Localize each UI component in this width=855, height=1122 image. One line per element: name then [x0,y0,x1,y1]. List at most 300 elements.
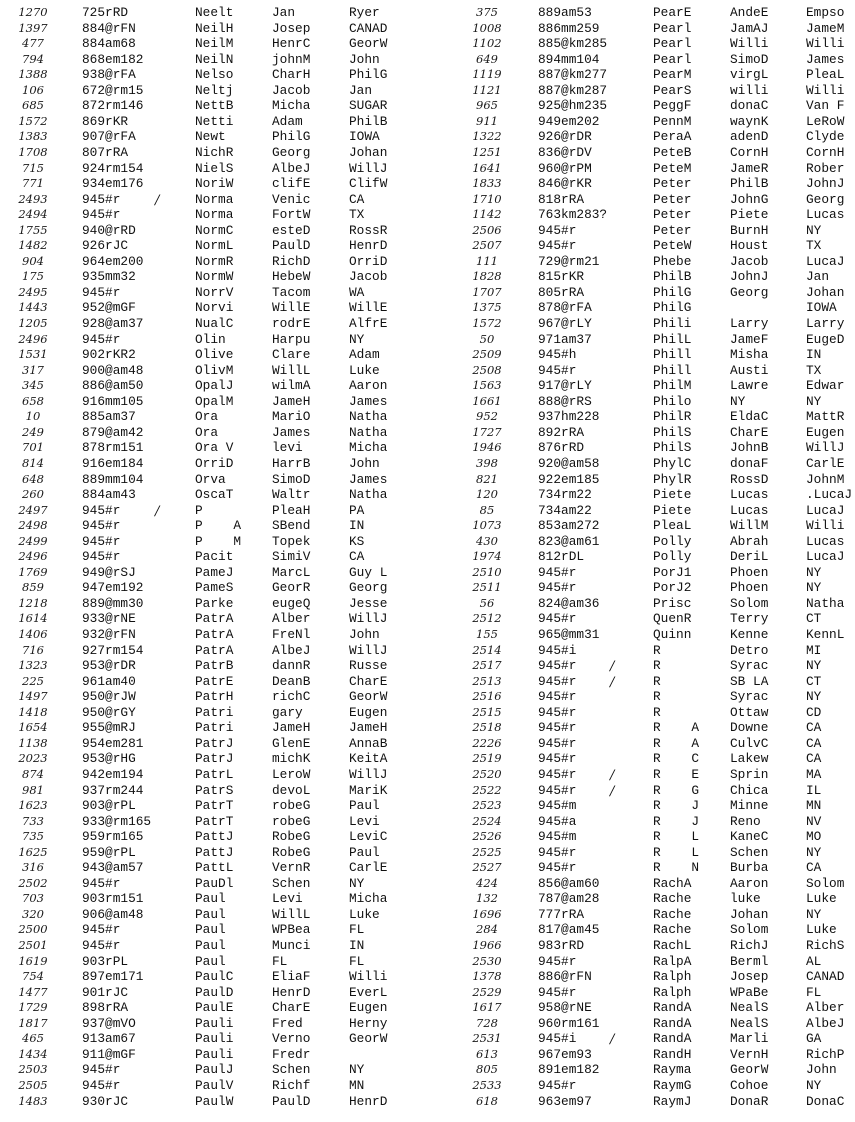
name-field: P [195,502,203,518]
name-field-2: RichD [272,253,311,269]
name-field-2: Richf [272,1077,311,1093]
name-field: Pauli [195,1046,234,1062]
name-field-3: MN [349,1077,365,1093]
handwritten-number: 2515 [472,704,502,719]
name-field-3: Natha [349,487,388,503]
name-field-2: Larry [730,316,769,331]
name-field: PatrT [195,813,234,829]
name-field-2: Verno [272,1031,311,1047]
name-field-3: GA [806,1031,822,1047]
name-field-3: CA [806,860,822,876]
name-field-2: Josep [730,969,769,985]
record-row [0,409,427,424]
record-row [427,269,854,284]
record-row [427,705,854,720]
name-field-2: RossD [730,471,769,487]
name-field-2: Harpu [272,331,311,347]
name-field: Peter [653,191,692,207]
record-row [427,580,854,595]
name-field: Piete [653,487,692,503]
record-row [0,254,427,269]
name-field: PhylC [653,455,692,471]
handwritten-number: 1623 [18,798,48,813]
name-field: R [653,704,661,720]
name-field: R A [653,735,700,751]
handwritten-number: 1617 [472,1000,502,1015]
name-field: OpalJ [195,378,234,394]
handwritten-number: 1696 [472,906,502,921]
name-field-2: FortW [272,207,311,223]
record-row [427,425,854,440]
name-field-2: Piete [730,207,769,223]
name-field: PaulV [195,1077,234,1093]
name-field-2: Lucas [730,487,769,503]
record-code: 928@am37 [82,316,144,331]
name-field: PhilS [653,440,692,456]
record-row [427,207,854,222]
name-field: NeilM [195,36,234,52]
handwritten-number: 1619 [18,953,48,968]
name-field: PatrB [195,658,234,674]
record-code: 945#r [538,580,577,596]
record-code: 823@am61 [538,533,600,549]
handwritten-number: 424 [476,875,498,890]
record-row [0,845,427,860]
name-field-2: Houst [730,238,769,254]
name-field-3: PhilB [349,113,388,129]
name-field-2: WPBea [272,922,311,938]
record-code: 672@rm15 [82,82,144,98]
name-field: Phebe [653,253,692,269]
name-field-3: Eugen [349,1000,388,1016]
record-code: 885am37 [82,409,136,425]
name-field: NeilN [195,51,234,67]
name-field-2: Georg [272,144,311,160]
handwritten-number: 965 [476,98,498,113]
name-field-3: MA [806,766,822,782]
handwritten-number: 1755 [18,222,48,237]
record-code: 937@mVO [82,1015,136,1031]
name-field: R J [653,813,700,829]
record-code: 945#r [82,533,121,549]
record-code: 945#r [538,704,577,720]
record-code: 763km283? [538,207,608,223]
record-code: 945#r [538,984,577,1000]
name-field: PameS [195,580,234,596]
handwritten-number: 1434 [18,1046,48,1061]
record-row [0,814,427,829]
name-field-3: NY [806,564,822,580]
name-field-2: johnM [272,51,311,67]
record-row [427,611,854,626]
name-field: Paul [195,891,226,907]
name-field-3: CD [806,704,822,720]
name-field: PauDl [195,875,234,891]
name-field-3: JohnM [806,471,845,487]
record-code: 901rJC [82,984,129,1000]
handwritten-number: 1828 [472,269,502,284]
record-row [0,580,427,595]
record-row [0,720,427,735]
handwritten-number: 1388 [18,67,48,82]
name-field-3: MattR [806,409,845,425]
name-field-3: CT [806,611,822,627]
name-field: Piete [653,502,692,518]
handwritten-number: 398 [476,455,498,470]
record-code: 934em176 [82,176,144,192]
handwritten-number: 685 [22,98,44,113]
record-code: 961am40 [82,673,136,689]
record-row [0,518,427,533]
name-field-2: virgL [730,67,769,83]
record-row [427,1000,854,1015]
name-field-3: TX [806,362,822,378]
handwritten-number: 733 [22,813,44,828]
name-field-3: CT [806,673,822,689]
handwritten-number: 1102 [472,36,502,51]
name-field: R N [653,860,700,876]
record-code: 945#r [538,720,577,736]
record-code: 945#r [82,518,121,534]
name-field: OscaT [195,487,234,503]
record-code: 945#r [538,782,577,798]
record-row [427,114,854,129]
name-field: NichR [195,144,234,160]
name-field-3: CANAD [349,20,388,36]
name-field: PearE [653,5,692,20]
record-code: 945#r [538,735,577,751]
name-field-3: CharE [349,673,388,689]
name-field: Phili [653,316,692,331]
name-field-3: MariK [349,782,388,798]
record-row [0,36,427,51]
name-field: Patri [195,720,234,736]
record-row [427,52,854,67]
name-field-3: RichP [806,1046,845,1062]
record-row [427,254,854,269]
name-field-3: Larry [806,316,845,331]
name-field: Ralph [653,969,692,985]
record-code: 945#r [538,222,577,238]
record-code: 947em192 [82,580,144,596]
handwritten-number: 618 [476,1093,498,1108]
record-row [0,565,427,580]
name-field-2: adenD [730,129,769,145]
record-row [0,440,427,455]
record-row [427,238,854,253]
handwritten-number: 1119 [472,67,502,82]
name-field-3: HenrD [349,1093,388,1109]
record-code: 949em202 [538,113,600,129]
name-field-2: Micha [272,98,311,114]
name-field: PhilG [653,300,692,316]
name-field-3: RossR [349,222,388,238]
record-code: 945#r [538,766,577,782]
name-field-3: Empso [806,5,845,20]
name-field-2: PleaH [272,502,311,518]
name-field-3: Micha [349,891,388,907]
handwritten-number: 1769 [18,564,48,579]
name-field-3: LucaJ [806,502,845,518]
record-row [0,67,427,82]
record-code: 886mm259 [538,20,600,36]
record-code: 942em194 [82,766,144,782]
name-field-2: CharE [730,424,769,440]
record-row [427,332,854,347]
name-field-2: FL [272,953,288,969]
name-field-3: John [349,455,380,471]
record-code: 953@rDR [82,658,136,674]
handwritten-number: 1008 [472,20,502,35]
record-code: 836@rDV [538,144,592,160]
handwritten-number: 316 [22,860,44,875]
record-row [427,440,854,455]
name-field-3: Herny [349,1015,388,1031]
name-field: PatrH [195,689,234,705]
name-field: NormR [195,253,234,269]
record-code: 926rJC [82,238,129,254]
handwritten-number: 56 [479,595,495,610]
record-code: 949@rSJ [82,564,136,580]
name-field-2: JohnB [730,440,769,456]
name-field: Ora [195,409,219,425]
name-field: Olive [195,347,234,363]
name-field: PorJ2 [653,580,692,596]
handwritten-number: 225 [22,673,44,688]
handwritten-number: 1218 [18,595,48,610]
handwritten-mark: / [610,783,615,799]
record-code: 886@am50 [82,378,144,394]
name-field-3: Johan [349,144,388,160]
record-row [427,487,854,502]
name-field-2: HenrC [272,36,311,52]
handwritten-number: 2533 [472,1077,502,1092]
record-row [0,611,427,626]
record-code: 932@rFN [82,627,136,642]
record-code: 917@rLY [538,378,592,394]
record-code: 959rm165 [82,829,144,845]
handwritten-number: 1251 [472,144,502,159]
handwritten-number: 1708 [18,144,48,159]
name-field-2: RobeG [272,829,311,845]
handwritten-number: 2497 [18,502,48,517]
name-field-2: Fred [272,1015,303,1031]
record-row [427,223,854,238]
record-row [0,98,427,113]
record-code: 937rm244 [82,782,144,798]
name-field-2: VernR [272,860,311,876]
handwritten-number: 2226 [472,735,502,750]
name-field-3: JameM [806,20,845,36]
record-row [427,316,854,331]
name-field-3: AL [806,953,822,969]
name-field: RalpA [653,953,692,969]
name-field-2: Solom [730,922,769,938]
handwritten-number: 1531 [18,347,48,362]
name-field-2: gary [272,704,303,720]
record-row [427,145,854,160]
name-field-2: Clare [272,347,311,363]
name-field: NoriW [195,176,234,192]
name-field-2: LeroW [272,766,311,782]
record-code: 729@rm21 [538,253,600,269]
name-field: Polly [653,533,692,549]
name-field-3: Eugen [349,704,388,720]
name-field-2: AlbeJ [272,160,311,176]
name-field: R C [653,751,700,767]
name-field-2: FreNl [272,627,311,642]
name-field-2: James [272,424,311,440]
handwritten-number: 465 [22,1031,44,1046]
record-row [427,409,854,424]
name-field-2: NealS [730,1000,769,1016]
name-field: PatrT [195,798,234,814]
record-row [427,36,854,51]
name-field: Quinn [653,627,692,642]
name-field: Pacit [195,549,234,565]
name-field-3: Alber [806,1000,845,1016]
record-code: 945#r [82,549,121,565]
record-code: 945#r [538,673,577,689]
name-field: PhilM [653,378,692,394]
record-row [0,145,427,160]
record-row [0,705,427,720]
name-field-2: Jan [272,5,296,20]
record-row [0,596,427,611]
name-field: PatrA [195,627,234,642]
name-field-3: ClifW [349,176,388,192]
name-field: Olin [195,331,226,347]
record-row [0,332,427,347]
name-field-3: DonaC [806,1093,845,1109]
name-field-3: Micha [349,440,388,456]
name-field-2: Misha [730,347,769,363]
record-row [427,1062,854,1077]
name-field-3: PleaL [806,67,845,83]
handwritten-number: 2495 [18,284,48,299]
name-field: PhilG [653,284,692,300]
name-field-2: robeG [272,798,311,814]
record-code: 945#r [538,658,577,674]
name-field-3: John [349,627,380,642]
name-field: PatrJ [195,751,234,767]
name-field: PleaL [653,518,692,534]
record-row [0,363,427,378]
record-code: 887@km287 [538,82,608,98]
record-code: 872rm146 [82,98,144,114]
name-field-3: Ryer [349,5,380,20]
name-field-3: Guy L [349,564,388,580]
handwritten-number: 2517 [472,658,502,673]
name-field-2: DeanB [272,673,311,689]
handwritten-number: 658 [22,393,44,408]
name-field-3: NY [806,844,822,860]
name-field-3: IOWA [806,300,837,316]
record-code: 945#r [538,860,577,876]
name-field: Rayma [653,1062,692,1078]
record-code: 817@am45 [538,922,600,938]
name-field-3: Johan [806,284,845,300]
name-field-2: levi [272,440,303,456]
name-field-2: WillM [730,518,769,534]
name-field-3: WillJ [806,440,845,456]
name-field-3: Luke [806,922,837,938]
name-field-2: Adam [272,113,303,129]
name-field: Pearl [653,36,692,52]
record-code: 907@rFA [82,129,136,145]
record-row [427,907,854,922]
record-code: 945#r [538,689,577,705]
handwritten-number: 716 [22,642,44,657]
handwritten-number: 1833 [472,176,502,191]
handwritten-number: 859 [22,580,44,595]
name-field: PatrS [195,782,234,798]
name-field: PorJ1 [653,564,692,580]
name-field: Nelso [195,67,234,83]
record-row [0,985,427,1000]
record-row [427,456,854,471]
handwritten-number: 2496 [18,549,48,564]
handwritten-number: 2501 [18,938,48,952]
name-field-3: WillJ [349,642,388,658]
handwritten-number: 1641 [472,160,502,175]
record-row [427,860,854,875]
name-field-3: EverL [349,984,388,1000]
name-field-3: Willi [806,36,845,52]
record-code: 945#r [82,207,121,223]
name-field: R G [653,782,700,798]
record-row [0,207,427,222]
record-code: 935mm32 [82,269,136,285]
record-row [0,114,427,129]
record-code: 958@rNE [538,1000,592,1016]
name-field: Paul [195,906,226,922]
name-field-2: Reno [730,813,761,829]
record-code: 887@km277 [538,67,608,83]
name-field: Rache [653,922,692,938]
handwritten-number: 1375 [472,300,502,315]
name-field-2: Berml [730,953,769,969]
name-field-3: WillE [349,300,388,316]
name-field: Neltj [195,82,234,98]
handwritten-number: 1397 [18,20,48,35]
record-code: 902rKR2 [82,347,136,363]
record-row [427,627,854,642]
name-field: Ralph [653,984,692,1000]
handwritten-number: 2527 [472,860,502,875]
handwritten-number: 2499 [18,533,48,548]
name-field-3: NY [806,689,822,705]
name-field-2: WPaBe [730,984,769,1000]
record-row [427,503,854,518]
name-field-3: NV [806,813,822,829]
name-field-2: NY [730,393,746,409]
record-row [427,1094,854,1109]
name-field: Ora V [195,440,234,456]
handwritten-number: 771 [22,176,44,191]
record-code: 945#m [538,798,577,814]
record-row [427,472,854,487]
record-code: 953@rHG [82,751,136,767]
record-row [0,1047,427,1062]
name-field-2: NealS [730,1015,769,1031]
name-field-2: CulvC [730,735,769,751]
name-field-3: CA [806,720,822,736]
handwritten-mark: / [610,767,615,783]
handwritten-number: 2513 [472,673,502,688]
name-field: P A [195,518,242,534]
name-field-3: Jacob [349,269,388,285]
